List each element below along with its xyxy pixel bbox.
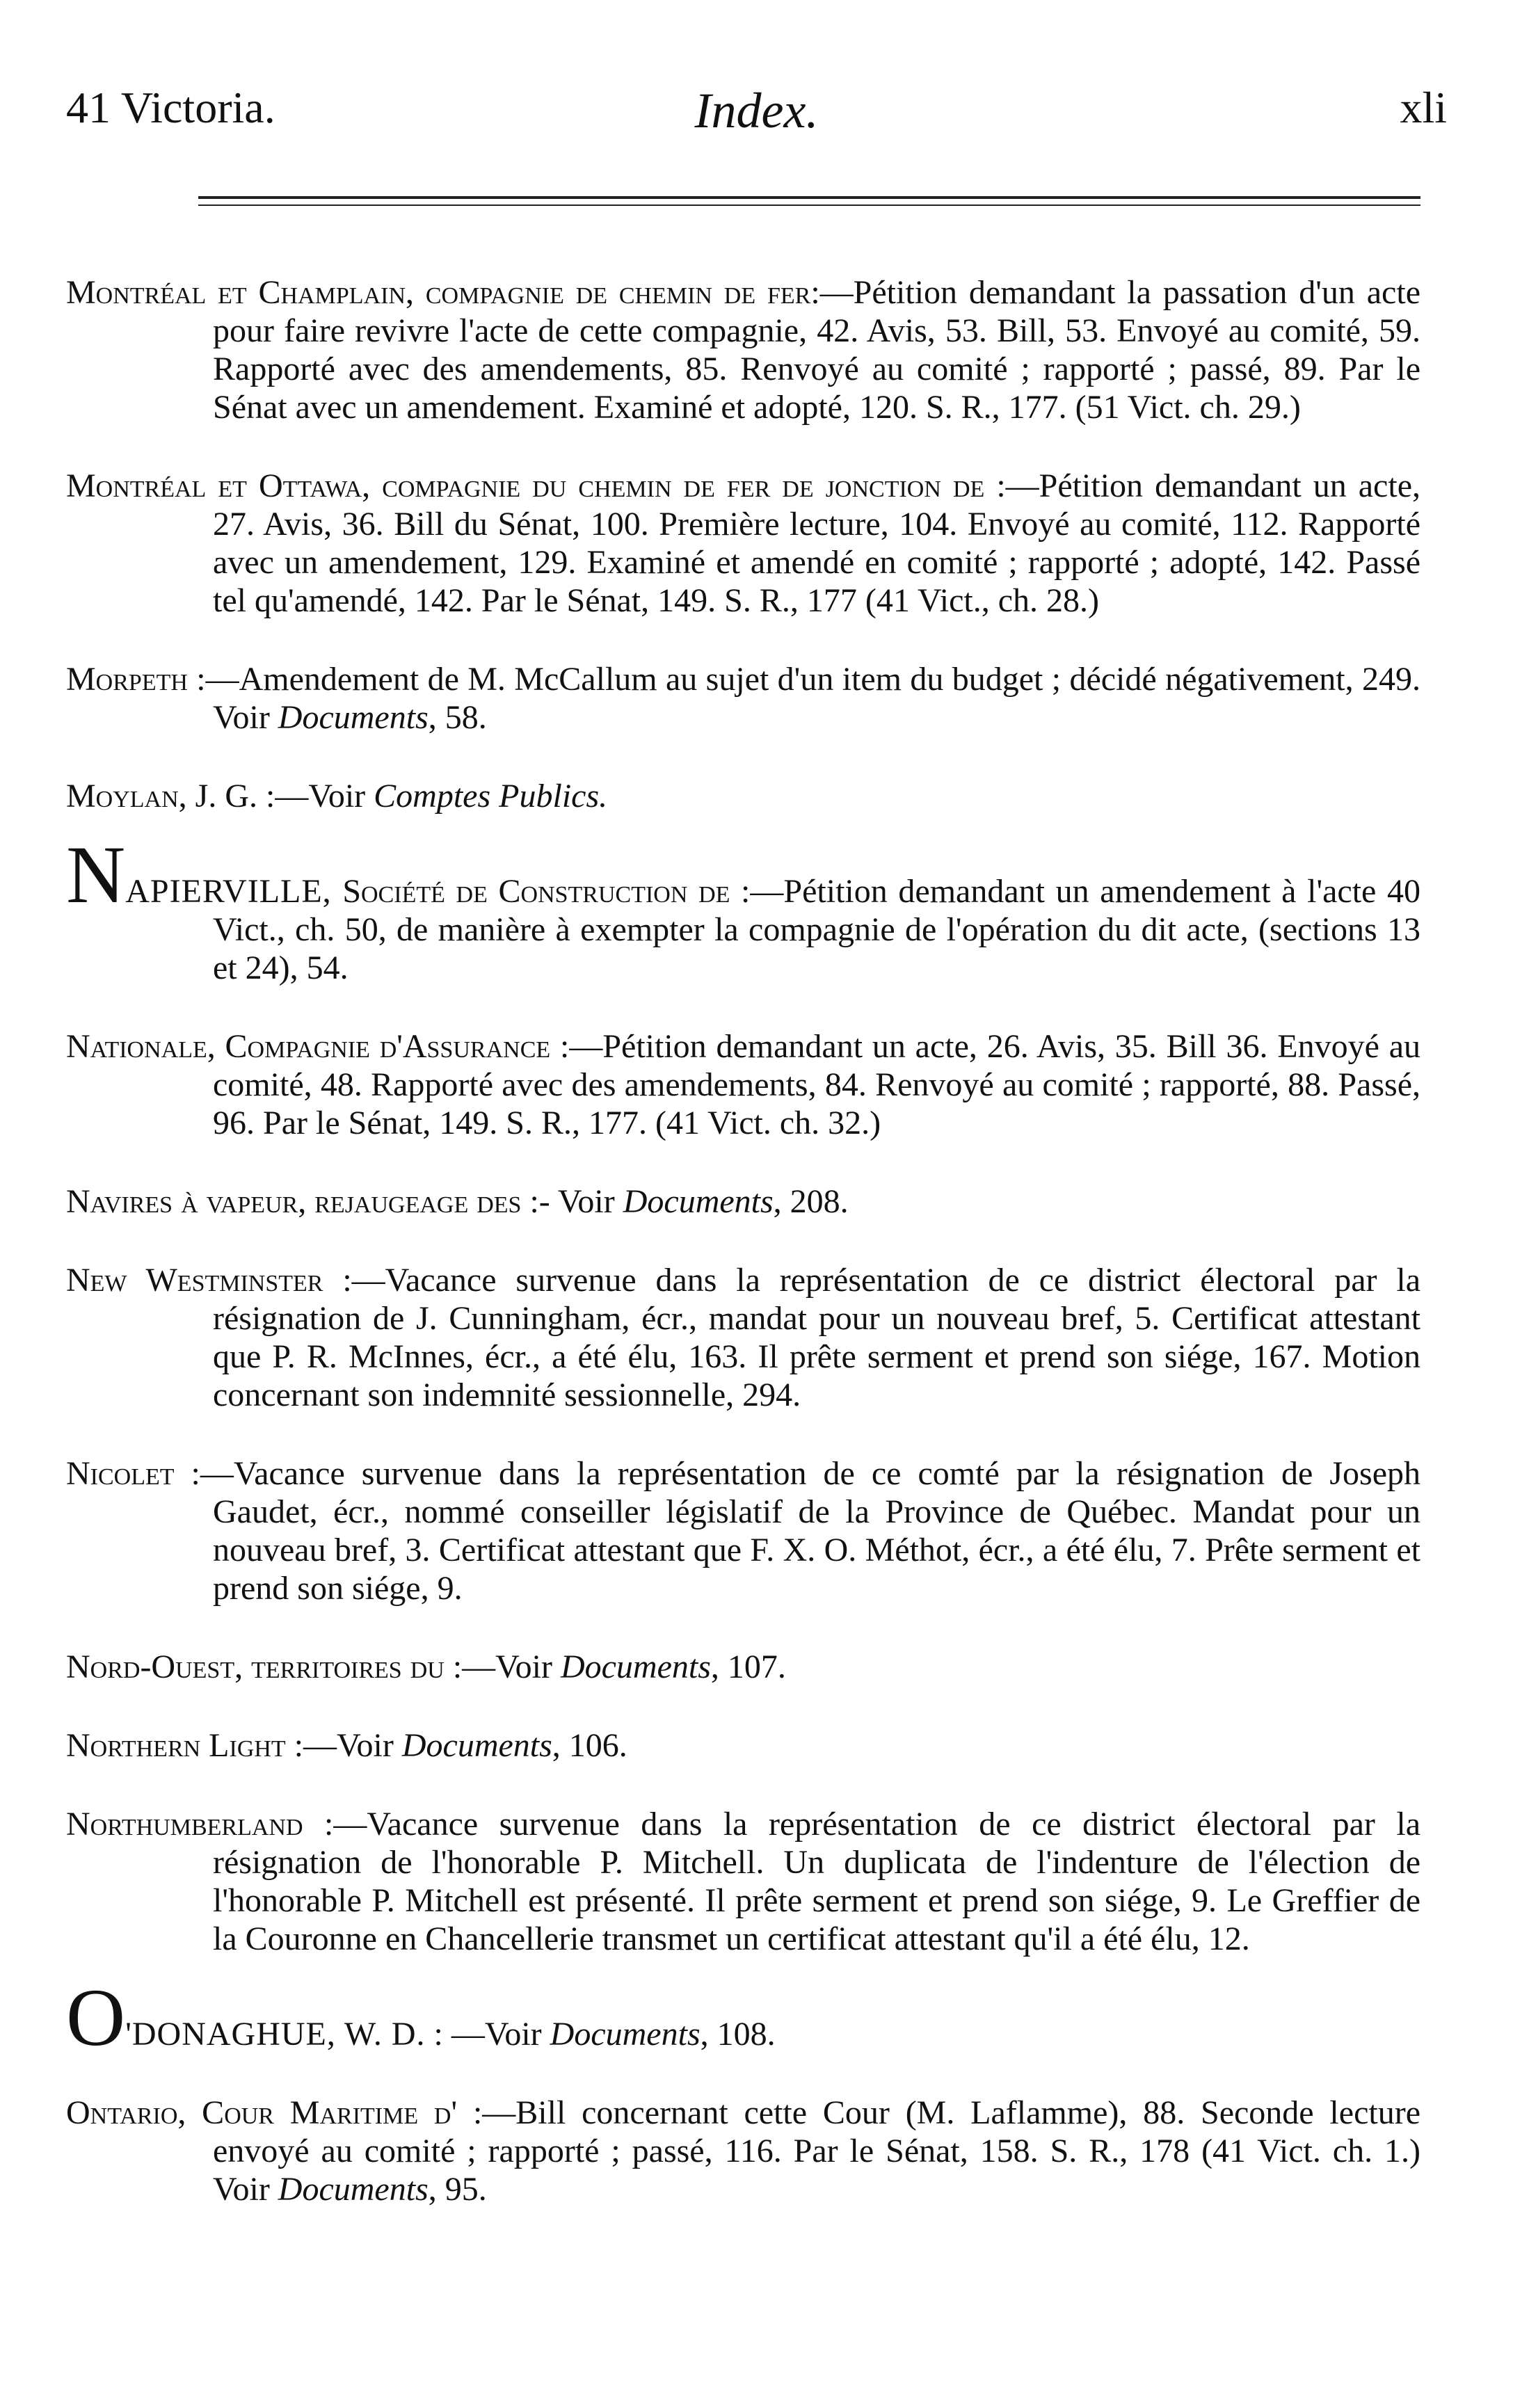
entry-headword: Moylan, J. G. bbox=[66, 778, 258, 814]
entry-text: :—Vacance survenue dans la représentation de ce district électoral par la résignation de l'honorable P. Mitchell. Un duplicata de l'indenture de l'élection de l'honorable P. Mitchell est présenté. Il prête serment et prend son siége, 9. Le Greffier de la Couronne en Chancellerie transmet un certificat attestant qu'il a été élu, 12. bbox=[213, 1806, 1420, 1957]
entry-headword: Montréal et Ottawa, compagnie du chemin de fer de jonction de bbox=[66, 467, 985, 504]
entry-tail: , 95. bbox=[428, 2171, 487, 2208]
entry-reference: Documents bbox=[560, 1648, 711, 1685]
index-entry bbox=[66, 1726, 1420, 1765]
entry-headword-caps: 'DONAGHUE, W. D. bbox=[125, 2016, 426, 2053]
entry-headword: Ontario, Cour Maritime d' bbox=[66, 2094, 458, 2131]
entry-reference: Documents bbox=[623, 1183, 774, 1220]
entry-headword: Northumberland bbox=[66, 1806, 303, 1843]
entry-text: : —Voir bbox=[425, 2016, 550, 2053]
index-entries bbox=[66, 240, 1420, 2249]
index-entry bbox=[66, 1182, 1420, 1221]
entry-reference: Documents bbox=[278, 699, 429, 736]
entry-text: :- Voir bbox=[521, 1183, 623, 1220]
entry-text: :—Bill concernant cette Cour (M. Laflamme), 88. Seconde lecture envoyé au comité ; rapporté ; passé, 116. Par le Sénat, 158. S. R., 178 (41 Vict. ch. 1.) Voir bbox=[213, 2094, 1420, 2208]
entry-headword: Nationale, Compagnie d'Assurance bbox=[66, 1028, 551, 1065]
entry-reference: Comptes Publics. bbox=[374, 778, 608, 814]
entry-tail: , 106. bbox=[552, 1727, 627, 1764]
entry-headword: Société de Construction de bbox=[331, 873, 730, 910]
entry-tail: , 107. bbox=[710, 1648, 786, 1685]
index-entry bbox=[66, 1454, 1420, 1607]
header-rule-thick bbox=[198, 196, 1420, 199]
index-entry bbox=[66, 273, 1420, 426]
entry-headword: Morpeth bbox=[66, 661, 188, 698]
entry-headword: Northern Light bbox=[66, 1727, 286, 1764]
entry-headword: Nord-Ouest, territoires du bbox=[66, 1648, 445, 1685]
header-volume: 41 Victoria. bbox=[66, 83, 275, 132]
index-entry bbox=[66, 1648, 1420, 1686]
entry-text: :—Vacance survenue dans la représentation de ce comté par la résignation de Joseph Gaudet, écr., nommé conseiller législatif de la Province de Québec. Mandat pour un nouveau bref, 3. Certificat attestant que F. X. O. Méthot, écr., a été élu, 7. Prête serment et prend son siége, 9. bbox=[174, 1455, 1420, 1607]
entry-text: :—Pétition demandant un acte, 26. Avis, 35. Bill 36. Envoyé au comité, 48. Rapporté avec des amendements, 84. Renvoyé au comité ; rapporté, 88. Passé, 96. Par le Sénat, 149. S. R., 177. (41 Vict. ch. 32.) bbox=[213, 1028, 1420, 1141]
entry-text: :—Voir bbox=[257, 778, 374, 814]
entry-headword-caps: APIERVILLE, bbox=[125, 873, 332, 910]
entry-reference: Documents bbox=[278, 2171, 429, 2208]
index-entry bbox=[66, 2094, 1420, 2208]
index-entry bbox=[66, 660, 1420, 737]
entry-headword: Navires à vapeur, rejaugeage des bbox=[66, 1183, 522, 1220]
header-title: Index. bbox=[694, 83, 819, 138]
entry-reference: Documents bbox=[401, 1727, 552, 1764]
entry-text: :—Voir bbox=[444, 1648, 561, 1685]
drop-initial: N bbox=[66, 829, 126, 920]
entry-reference: Documents bbox=[550, 2016, 701, 2053]
entry-headword: Nicolet bbox=[66, 1455, 175, 1492]
page-header bbox=[66, 82, 1447, 152]
entry-tail: , 58. bbox=[428, 699, 487, 736]
entry-text: :—Amendement de M. McCallum au sujet d'un item du budget ; décidé négativement, 249. Voir bbox=[187, 661, 1420, 736]
index-entry bbox=[66, 467, 1420, 620]
index-entry bbox=[66, 1805, 1420, 1958]
entry-text: :—Pétition demandant la passation d'un acte pour faire revivre l'acte de cette compagnie, 42. Avis, 53. Bill, 53. Envoyé au comité, 59. Rapporté avec des amendements, 85. Renvoyé au comité ; rapporté ; passé, 89. Par le Sénat avec un amendement. Examiné et adopté, 120. S. R., 177. (51 Vict. ch. 29.) bbox=[213, 274, 1421, 426]
index-entry bbox=[66, 1972, 1420, 2063]
entry-text: :—Vacance survenue dans la représentation de ce district électoral par la résignation de J. Cunningham, écr., mandat pour un nouveau bref, 5. Certificat attestant que P. R. McInnes, écr., a été élu, 163. Il prête serment et prend son siége, 167. Motion concernant son indemnité sessionnelle, 294. bbox=[213, 1262, 1421, 1413]
header-page-number: xli bbox=[1400, 83, 1447, 132]
header-rule-thin bbox=[198, 204, 1420, 206]
index-entry bbox=[66, 777, 1420, 815]
index-entry bbox=[66, 1261, 1420, 1414]
entry-text: :—Pétition demandant un acte, 27. Avis, 36. Bill du Sénat, 100. Première lecture, 104. Envoyé au comité, 112. Rapporté avec un amendement, 129. Examiné et amendé en comité ; rapporté ; adopté, 142. Passé tel qu'amendé, 142. Par le Sénat, 149. S. R., 177 (41 Vict., ch. 28.) bbox=[213, 467, 1421, 619]
index-entry bbox=[66, 1027, 1420, 1142]
entry-tail: , 108. bbox=[700, 2016, 776, 2053]
index-entry bbox=[66, 829, 1421, 987]
drop-initial: O bbox=[66, 1972, 126, 2063]
header-rule bbox=[198, 196, 1420, 211]
entry-headword: New Westminster bbox=[66, 1262, 323, 1299]
entry-text: :—Voir bbox=[285, 1727, 402, 1764]
entry-text: :—Pétition demandant un amendement à l'acte 40 Vict., ch. 50, de manière à exempter la compagnie de l'opération du dit acte, (sections 13 et 24), 54. bbox=[213, 873, 1421, 986]
entry-headword: Montréal et Champlain, compagnie de chemin de fer bbox=[66, 274, 811, 311]
entry-tail: , 208. bbox=[773, 1183, 849, 1220]
